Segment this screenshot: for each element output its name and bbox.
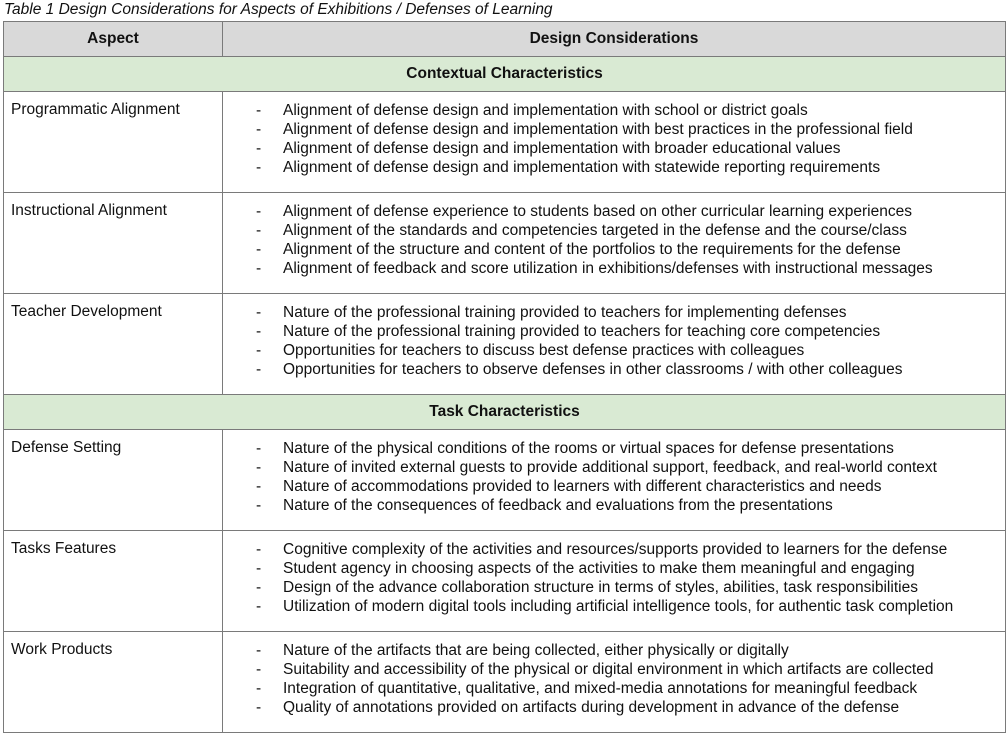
dash-bullet: - (256, 304, 262, 321)
dash-bullet: - (256, 642, 262, 659)
list-item-text: Nature of the professional training provided to teachers for implementing defenses (283, 304, 847, 321)
list-item-text: Alignment of defense design and implementation with best practices in the professional field (283, 121, 913, 138)
list-item-text: Alignment of defense design and implementation with broader educational values (283, 140, 841, 157)
dash-bullet: - (256, 699, 262, 716)
list-item (223, 698, 1005, 717)
dash-bullet: - (256, 323, 262, 340)
list-item-text: Nature of the consequences of feedback and evaluations from the presentations (283, 497, 833, 514)
aspect-cell: Instructional Alignment (4, 193, 223, 294)
list-item (223, 240, 1005, 259)
list-item (223, 120, 1005, 139)
list-item-text: Alignment of the standards and competencies targeted in the defense and the course/class (283, 222, 907, 239)
list-item-text: Nature of accommodations provided to learners with different characteristics and needs (283, 478, 882, 495)
considerations-list (223, 430, 1005, 515)
list-item-text: Alignment of feedback and score utilization in exhibitions/defenses with instructional messages (283, 260, 933, 277)
list-item (223, 303, 1005, 322)
list-item-text: Alignment of the structure and content of the portfolios to the requirements for the defense (283, 241, 901, 258)
list-item-text: Alignment of defense design and implementation with statewide reporting requirements (283, 159, 881, 176)
list-item-text: Quality of annotations provided on artifacts during development in advance of the defense (283, 699, 900, 716)
list-item (223, 540, 1005, 559)
list-item (223, 341, 1005, 360)
list-item (223, 322, 1005, 341)
dash-bullet: - (256, 140, 262, 157)
list-item-text: Design of the advance collaboration structure in terms of styles, abilities, task responsibilities (283, 579, 918, 596)
dash-bullet: - (256, 203, 262, 220)
dash-bullet: - (256, 260, 262, 277)
aspect-cell: Tasks Features (4, 531, 223, 632)
list-item-text: Utilization of modern digital tools including artificial intelligence tools, for authentic task completion (283, 598, 954, 615)
list-item (223, 458, 1005, 477)
aspect-cell: Teacher Development (4, 294, 223, 395)
dash-bullet: - (256, 541, 262, 558)
considerations-cell (223, 632, 1006, 733)
list-item-text: Nature of invited external guests to provide additional support, feedback, and real-world context (283, 459, 937, 476)
dash-bullet: - (256, 459, 262, 476)
dash-bullet: - (256, 241, 262, 258)
dash-bullet: - (256, 159, 262, 176)
table-body (4, 57, 1006, 733)
list-item (223, 597, 1005, 616)
section-title: Task Characteristics (4, 395, 1006, 430)
list-item-text: Opportunities for teachers to discuss best defense practices with colleagues (283, 342, 805, 359)
list-item-text: Alignment of defense experience to students based on other curricular learning experiences (283, 203, 912, 220)
section-header-row (4, 57, 1006, 92)
list-item-text: Nature of the physical conditions of the rooms or virtual spaces for defense presentations (283, 440, 894, 457)
list-item-text: Student agency in choosing aspects of the activities to make them meaningful and engaging (283, 560, 915, 577)
dash-bullet: - (256, 361, 262, 378)
considerations-list (223, 294, 1005, 379)
list-item-text: Alignment of defense design and implementation with school or district goals (283, 102, 808, 119)
list-item (223, 158, 1005, 177)
list-item (223, 202, 1005, 221)
design-considerations-table (3, 21, 1006, 733)
table-row (4, 294, 1006, 395)
dash-bullet: - (256, 598, 262, 615)
section-header-row (4, 395, 1006, 430)
list-item (223, 360, 1005, 379)
table-row (4, 632, 1006, 733)
dash-bullet: - (256, 121, 262, 138)
list-item (223, 496, 1005, 515)
considerations-cell (223, 193, 1006, 294)
table-row (4, 430, 1006, 531)
table-row (4, 531, 1006, 632)
list-item-text: Integration of quantitative, qualitative, and mixed-media annotations for meaningful feedback (283, 680, 918, 697)
list-item (223, 259, 1005, 278)
considerations-cell (223, 531, 1006, 632)
dash-bullet: - (256, 342, 262, 359)
considerations-list (223, 193, 1005, 278)
considerations-list (223, 531, 1005, 616)
dash-bullet: - (256, 102, 262, 119)
aspect-column-header: Aspect (4, 22, 223, 57)
aspect-cell: Programmatic Alignment (4, 92, 223, 193)
dash-bullet: - (256, 579, 262, 596)
list-item (223, 641, 1005, 660)
dash-bullet: - (256, 661, 262, 678)
list-item-text: Cognitive complexity of the activities and resources/supports provided to learners for the defense (283, 541, 948, 558)
table-caption: Table 1 Design Considerations for Aspects of Exhibitions / Defenses of Learning (4, 1, 553, 18)
dash-bullet: - (256, 680, 262, 697)
dash-bullet: - (256, 440, 262, 457)
list-item (223, 477, 1005, 496)
list-item-text: Opportunities for teachers to observe defenses in other classrooms / with other colleagues (283, 361, 903, 378)
considerations-cell (223, 430, 1006, 531)
aspect-cell: Work Products (4, 632, 223, 733)
list-item-text: Nature of the artifacts that are being collected, either physically or digitally (283, 642, 789, 659)
table-row (4, 193, 1006, 294)
header-row (4, 22, 1006, 57)
list-item (223, 221, 1005, 240)
table-row (4, 92, 1006, 193)
list-item-text: Nature of the professional training provided to teachers for teaching core competencies (283, 323, 881, 340)
list-item (223, 439, 1005, 458)
list-item (223, 660, 1005, 679)
considerations-cell (223, 92, 1006, 193)
dash-bullet: - (256, 497, 262, 514)
considerations-list (223, 632, 1005, 717)
considerations-column-header: Design Considerations (223, 22, 1006, 57)
dash-bullet: - (256, 560, 262, 577)
dash-bullet: - (256, 222, 262, 239)
considerations-list (223, 92, 1005, 177)
list-item (223, 578, 1005, 597)
aspect-cell: Defense Setting (4, 430, 223, 531)
list-item (223, 559, 1005, 578)
list-item (223, 101, 1005, 120)
considerations-cell (223, 294, 1006, 395)
list-item (223, 139, 1005, 158)
section-title: Contextual Characteristics (4, 57, 1006, 92)
list-item-text: Suitability and accessibility of the physical or digital environment in which artifacts are collected (283, 661, 934, 678)
dash-bullet: - (256, 478, 262, 495)
